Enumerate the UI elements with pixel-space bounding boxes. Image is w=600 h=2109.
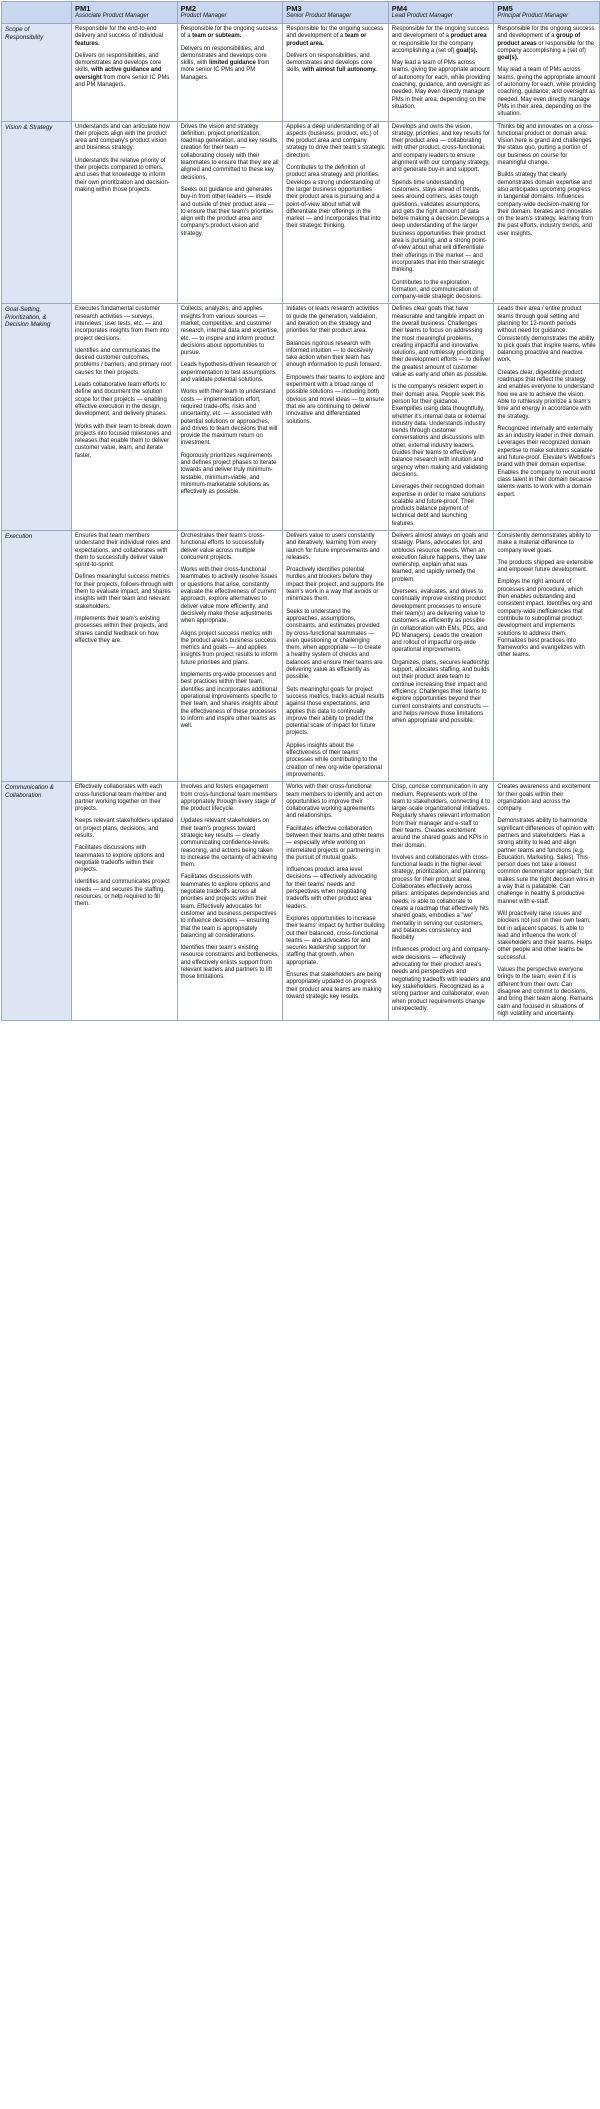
- cell-paragraph: [392, 855, 491, 943]
- cell-paragraph: [392, 60, 491, 111]
- row-label: Vision & Strategy: [2, 121, 72, 304]
- text-run: Employs the right amount of processes and procedure, which then enables outstanding and consistent impact. Identifies org and company-wide inefficiencies that contribute to suboptimal product development and implements solutions to address them. Formalizes best practices into frameworks and evangelizes with other teams.: [497, 579, 593, 659]
- cell-paragraph: [392, 280, 491, 302]
- emphasis-text: group of product areas: [497, 33, 581, 47]
- level-code: PM1: [75, 4, 91, 13]
- cell-paragraph: [181, 945, 280, 981]
- cell: [177, 121, 283, 304]
- cell-paragraph: [75, 574, 174, 610]
- row-label: Execution: [2, 531, 72, 782]
- cell-paragraph: [392, 784, 491, 850]
- cell-paragraph: [181, 567, 280, 625]
- text-run: Delivers on responsibilities, and demonstrates and develops core skills, with: [180, 45, 267, 67]
- cell: [494, 531, 600, 782]
- cell-paragraph: [181, 874, 280, 940]
- emphasis-text: with almost full autonomy.: [302, 67, 377, 74]
- level-code: PM4: [391, 4, 408, 13]
- text-run: Updates relevant stakeholders on their team's progress toward strategic key results — clearly communicating confidence-levels, reasoning, and actions being taken to increase the certainty of achieving them.: [180, 818, 277, 869]
- text-run: Involves and fosters engagement from cross-functional team members appropriately through every stage of the product lifecycle.: [180, 784, 277, 813]
- cell-paragraph: [181, 46, 280, 82]
- level-header-pm5: [494, 2, 600, 24]
- cell-paragraph: [497, 426, 596, 499]
- cell-paragraph: [392, 26, 491, 55]
- row-goal-setting: [2, 304, 600, 531]
- cell-paragraph: [392, 180, 491, 275]
- cell-paragraph: [75, 306, 174, 342]
- emphasis-text: goal(s).: [456, 47, 478, 54]
- level-header-pm1: [72, 2, 178, 24]
- text-run: Empowers their teams to explore and experiment with a broad range of possible solutions — including both obvious and novel ideas — to ensure that we are continuing to deliver innovative and differentiated solutions.: [286, 374, 385, 425]
- emphasis-text: goal(s).: [497, 55, 519, 62]
- text-run: Responsible for the ongoing success of a: [180, 26, 278, 40]
- cell: [72, 304, 178, 531]
- text-run: Builds strategy that clearly demonstrates domain expertise and also anticipates upcoming progress in tangential domains. Influences company-wide decision-making for their domain. Iterates and innovates on the team's strategy, learning from the past efforts, industry trends, and user insights.: [497, 172, 594, 237]
- text-run: May lead a team of PMs across teams, giving the appropriate amount of autonomy for each, while providing coaching, guidance, and oversight as needed. May even directly manage PMs in their area, depending on the situation.: [497, 67, 596, 118]
- cell-paragraph: [286, 784, 385, 820]
- cell-paragraph: [497, 818, 596, 906]
- cell: [283, 24, 389, 122]
- text-run: Is the company's resident expert in their domain area. People seek this person for their guidance. Exemplifies using data thoughtfully, whether it's internal data or external industry data. Understands industry trends through customer conversations and discussions with other, external industry leaders. Guides their teams to effectively balance research with intuition and urgency when making and validating decisions.: [391, 384, 488, 478]
- text-run: Works with their team to understand costs — implementation effort, required trade-offs, risks and uncertainty, etc. — associated with potential solutions or approaches, and drives to team decisions that will provide the maximum return on investment.: [180, 389, 278, 447]
- text-run: Responsible for the end-to-end delivery and success of individual: [75, 26, 164, 40]
- cell-paragraph: [75, 879, 174, 908]
- level-code: PM3: [286, 4, 302, 13]
- cell-paragraph: [75, 348, 174, 377]
- cell-paragraph: [181, 124, 280, 182]
- text-run: Understands and can articulate how their projects align with the product area and company's product vision and business strategy.: [75, 123, 170, 152]
- cell: [283, 121, 389, 304]
- cell: [283, 531, 389, 782]
- text-run: Proactively identifies potential hurdles and blockers before they impact their project, and supports the team's work in a way that avoids or minimizes them.: [286, 567, 384, 603]
- cell: [177, 531, 283, 782]
- text-run: Values the perspective everyone brings to the team, even if it is different from their own. Can disagree and commit to decisions, and bring their team along. Remains calm and focused in situations of high volatility and uncertainty.: [497, 967, 594, 1017]
- row-label: Communication & Collaboration: [2, 782, 72, 1021]
- cell: [72, 24, 178, 122]
- text-run: Rigorously prioritizes requirements and defines project phases to iterate towards and deliver truly minimum-testable, minimum-viable, and minimum-marketable solutions as effectively as possible.: [180, 452, 277, 496]
- text-run: Seeks to understand the approaches, assumptions, constraints, and estimates provided by cross-functional teammates — even questioning or challenging them, when appropriate — to create a healthy system of checks and balances and ensure their teams are delivering value as efficiently as possible.: [286, 608, 383, 681]
- text-run: Executes fundamental customer research activities — surveys, interviews, user tests, etc. — and incorporates insights from them into project decisions.: [75, 306, 170, 342]
- cell-paragraph: [181, 784, 280, 813]
- row-vision-strategy: [2, 121, 600, 304]
- text-run: Ensures that stakeholders are being appropriately updated on progress their product area teams are making toward strategic key results.: [286, 972, 382, 1000]
- text-run: Leads their area / entire product teams through goal setting and planning for 12-month periods without need for guidance. Consistently demonstrates the ability to pick goals that inspire teams, while balancing proactive and reactive work.: [497, 306, 596, 364]
- text-run: from more senior IC PMs and PM Managers.: [180, 60, 270, 81]
- text-run: Responsible for the ongoing success and development of a: [497, 26, 595, 40]
- cell-paragraph: [286, 26, 385, 48]
- text-run: Contributes to the definition of product area strategy and priorities. Develops a strong understanding of the larger business opportunities their product area is pursuing and a point-of-view about what will differentiate their offerings in the market — and incorporates that into their strategic thinking.: [286, 165, 381, 230]
- cell-paragraph: [75, 533, 174, 569]
- header-row: [2, 2, 600, 24]
- cell-paragraph: [286, 165, 385, 231]
- level-code: PM5: [497, 4, 513, 13]
- cell-paragraph: [181, 362, 280, 384]
- cell-paragraph: [286, 916, 385, 967]
- cell-paragraph: [392, 484, 491, 528]
- text-run: Effectively collaborates with each cross-functional team member and partner working together on their projects.: [75, 784, 167, 813]
- level-header-pm3: [283, 2, 389, 24]
- level-title: Lead Product Manager: [391, 13, 453, 19]
- cell-paragraph: [286, 375, 385, 426]
- cell-paragraph: [286, 867, 385, 911]
- text-run: Delivers almost always on goals and strategy. Plans, advocates for, and unblocks resource needs. When an execution failure happens, they take ownership, explain what was learned, and rapidly remedy the problem.: [391, 533, 488, 583]
- text-run: Ensures that team members understand their individual roles and expectations, and collaborates with them to successfully deliver value sprint-to-sprint.: [75, 533, 171, 569]
- level-title: Principal Product Manager: [497, 13, 569, 19]
- cell-paragraph: [75, 26, 174, 48]
- cell-paragraph: [181, 187, 280, 238]
- cell-paragraph: [286, 609, 385, 682]
- cell-paragraph: [497, 370, 596, 421]
- cell-paragraph: [75, 616, 174, 645]
- cell-paragraph: [75, 124, 174, 153]
- cell-paragraph: [497, 579, 596, 659]
- text-run: Responsible for the ongoing success and development of a: [391, 26, 489, 40]
- level-header-pm2: [177, 2, 283, 24]
- cell-paragraph: [181, 818, 280, 869]
- cell-paragraph: [392, 533, 491, 584]
- cell-paragraph: [286, 53, 385, 75]
- text-run: Will proactively raise issues and blockers not just on their own team, but in adjacent spaces. Is able to lead and influence the work of stakeholders and their teams. Helps other people and other teams be successful.: [497, 910, 593, 961]
- cell: [388, 121, 494, 304]
- cell: [388, 304, 494, 531]
- emphasis-text: team or product area.: [286, 33, 367, 47]
- cell-paragraph: [286, 306, 385, 335]
- cell-paragraph: [75, 382, 174, 418]
- text-run: Identifies their team's existing resource constraints and bottlenecks, and effectively enlists support from relevant leaders and partners to lift those limitations.: [180, 945, 279, 981]
- text-run: Consistently demonstrates ability to make a material difference to company level goals.: [497, 533, 591, 554]
- cell-paragraph: [497, 784, 596, 813]
- cell-paragraph: [75, 818, 174, 840]
- cell-paragraph: [497, 967, 596, 1018]
- cell-paragraph: [75, 424, 174, 460]
- cell-paragraph: [497, 533, 596, 555]
- cell: [494, 24, 600, 122]
- level-title: Senior Product Manager: [286, 13, 352, 19]
- cell-paragraph: [181, 672, 280, 730]
- text-run: Explores opportunities to increase their teams' impact by further building out their balanced, cross-functional teams — and advocates for and secures leadership support for staffing that growth, when appropriate.: [286, 915, 385, 966]
- cell-paragraph: [392, 660, 491, 726]
- cell-paragraph: [286, 124, 385, 160]
- emphasis-text: limited guidance: [208, 60, 256, 67]
- row-scope-of-responsibility: [2, 24, 600, 122]
- text-run: Leads hypothesis-driven research or experimentation to test assumptions and validate potential solutions.: [180, 362, 277, 384]
- text-run: Influences product area level decisions — effectively advocating for their teams' needs and perspectives when negotiating tradeoffs with other product area leaders.: [286, 867, 377, 910]
- text-run: or responsible for the company accomplishing a (set of): [391, 40, 474, 54]
- text-run: Oversees, evaluates, and drives to continually improve existing product development processes to ensure their team(s) are delivering value to customers as efficiently as possible (in collaboration with EMs, PDs, and PD Managers). Leads the creation and rollout of impactful org-wide operational improvements.: [391, 589, 488, 654]
- cell-paragraph: [497, 172, 596, 238]
- text-run: Creates clear, digestible product roadmaps that reflect the strategy and enables everyone to understand how we are to achieve the vision. Able to ruthlessly prioritize a team's time and energy in accordance with the strategy.: [497, 369, 594, 420]
- text-run: from more senior IC PMs and PM Managers.: [75, 74, 170, 89]
- text-run: Orchestrates their team's cross-functional efforts to successfully deliver value across multiple concurrent projects.: [180, 533, 265, 561]
- cell-paragraph: [392, 306, 491, 379]
- text-run: Leverages their recognized domain expertise in order to make solutions scalable and future-proof. Their products balance payment of technical debt and launching features.: [391, 484, 486, 527]
- text-run: Understands the relative priority of their projects compared to others, and uses that knowledge to inform their own prioritization and decision-making within those projects.: [75, 157, 170, 193]
- level-header-pm4: [388, 2, 494, 24]
- cell-paragraph: [75, 784, 174, 813]
- level-title: Associate Product Manager: [75, 13, 149, 19]
- text-run: Implements org-wide processes and best practices within their team, identifies and incorporates additional operational improvements specific to their team, and shares insights about the effectiveness of these processes to inform and inspire other teams as well.: [180, 672, 278, 730]
- text-run: Crisp, concise communication in any medium. Represents work of the team to stakeholders, connecting it to larger-scale organizational initiatives. Regularly shares relevant information from their manager and e-staff to their teams. Creates excitement around the shared goals and KPIs in their domain.: [391, 784, 491, 849]
- cell: [283, 304, 389, 531]
- cell-paragraph: [286, 567, 385, 603]
- cell: [494, 304, 600, 531]
- text-run: Spends time understanding customers, stays ahead of trends, sees around corners, asks tough questions, validates assumptions, and gets the right amount of data before making a decision.Develops a deep understanding of the larger business opportunities their product area is pursuing, and a strong point-of-view about what will differentiate their offerings in the market — and incorporates that into their strategic thinking.: [391, 179, 490, 274]
- row-label: Goal-Setting, Prioritization, & Decision Making: [2, 304, 72, 531]
- cell-paragraph: [181, 631, 280, 667]
- row-execution: [2, 531, 600, 782]
- text-run: Drives the vision and strategy definition, project prioritization, roadmap generation, and key results creation for their team — collaborating closely with their teammates to ensure that they are all aligned and committed to these key decisions.: [180, 123, 279, 181]
- text-run: Applies a deep understanding of all aspects (business, product, etc.) of the product area and company strategy to drive their team's strategic direction.: [286, 123, 385, 159]
- text-run: Applies insights about the effectiveness of their teams' processes while contributing to the creation of new org-wide operational improvements.: [286, 742, 382, 778]
- row-label: Scope of Responsibility: [2, 24, 72, 122]
- text-run: Sets meaningful goals for project success metrics, tracks actual results against those expectations, and applies this data to continually improve their ability to predict the potential scale of impact for future projects.: [286, 686, 385, 737]
- cell-paragraph: [497, 560, 596, 575]
- text-run: Collects, analyzes, and applies insights from various sources — market, competitive, and customer research, internal data and expertise, etc. — to inspire and inform product decisions about opportunities to pursue.: [180, 306, 279, 357]
- cell-paragraph: [286, 743, 385, 779]
- cell: [72, 531, 178, 782]
- text-run: Seeks out guidance and generates buy-in from other leaders — inside and outside of their product area — to ensure that their team's priorities align with the product area and company's product vision and strategy.: [180, 186, 274, 237]
- text-run: Facilitates discussions with teammates to explore options and negotiate tradeoffs across all priorities and projects within their team. Effectively advocates for customer and business perspectives to influence decisions — ensuring that the team is appropriately balancing all considerations.: [180, 874, 277, 939]
- row-communication-collaboration: [2, 782, 600, 1021]
- text-run: Works with their cross-functional team members to identify and act on opportunities to improve their collaborative working agreements and relationships.: [286, 784, 383, 820]
- cell: [388, 531, 494, 782]
- text-run: Recognized internally and externally as an industry leader in their domain. Leverages their recognized domain expertise to make solutions scalable and future-proof. Elevate's Webflow's brand with their domain expertise. Enables the company to recruit world class talent in their domain because talents wants to work with a domain expert.: [497, 425, 596, 498]
- text-run: Works with their cross-functional teammates to actively resolve issues or questions that arise, constantly evaluate the effectiveness of current approach, explore alternatives to deliver value more efficiently, and decisively make those adjustments when appropriate.: [180, 567, 278, 625]
- cell-paragraph: [181, 306, 280, 357]
- cell: [388, 24, 494, 122]
- text-run: Involves and collaborates with cross-functional leads in the higher-level strategy, prioritization, and planning process for their product area. Collaborates effectively across pillars: anticipates dependencies and needs, is able to collaborate to create a roadmap that effectively hits shared goals, embodies a "we" mentality in serving our customers, and balances consistency and flexibility: [391, 854, 490, 942]
- cell-paragraph: [392, 124, 491, 175]
- cell-paragraph: [392, 384, 491, 479]
- corner-cell: [2, 2, 72, 24]
- cell: [177, 782, 283, 1021]
- text-run: Delivers value to users constantly and iteratively, learning from every launch for future improvements and releases.: [286, 533, 380, 561]
- cell: [494, 121, 600, 304]
- text-run: Creates awareness and excitement for their goals within their organization and across the company.: [497, 784, 591, 813]
- cell-paragraph: [286, 972, 385, 1001]
- text-run: Organizes, plans, secures leadership support, allocates staffing, and builds out their product area team to continue increasing their impact and efficiency. Challenges their teams to explore opportunities beyond their current constraints and constructs — and helps remove those limitations when appropriate and possible.: [391, 659, 490, 725]
- text-run: or responsible for the company accomplishing a (set of): [497, 40, 595, 54]
- text-run: Delivers on responsibilities, and demonstrates and develops core skills,: [75, 52, 162, 74]
- text-run: Balances rigorous research with informed intuition — to decisively take action when their team has enough information to push forward.: [286, 340, 382, 369]
- cell: [388, 782, 494, 1021]
- cell: [177, 24, 283, 122]
- cell-paragraph: [497, 911, 596, 962]
- text-run: The products shipped are extensible and empower future development.: [497, 559, 594, 574]
- cell: [177, 304, 283, 531]
- text-run: Defines meaningful success metrics for their projects, follows-through with them to evaluate impact, and shares insights with their team and relevant stakeholders.: [75, 574, 174, 610]
- level-code: PM2: [180, 4, 197, 13]
- text-run: Develops and owns the vision, strategy, priorities, and key results for their product area — collaborating with other product, cross-functional, and company leaders to ensure alignment with our company strategy, and generate buy-in and support.: [391, 123, 491, 174]
- text-run: Leads collaborative team efforts to define and document the solution scope for their projects — enabling effective execution in the design, development, and delivery phases.: [75, 382, 167, 418]
- pm-career-ladder-table: [1, 1, 600, 1021]
- cell-paragraph: [392, 589, 491, 655]
- text-run: Contributes to the exploration, formation, and communication of company-wide strategic decisions.: [391, 279, 483, 301]
- level-title: Product Manager: [180, 13, 227, 19]
- cell-paragraph: [181, 533, 280, 562]
- emphasis-text: features.: [75, 40, 100, 47]
- text-run: Thinks big and innovates on a cross-functional product or domain area. Vision here is grand and challenges the status quo, putting a portion of our business on course for meaningful change.: [497, 123, 595, 167]
- text-run: Implements their team's existing processes within their projects, and shares candid feedback on how effective they are.: [75, 615, 168, 644]
- cell-paragraph: [181, 26, 280, 41]
- cell-paragraph: [181, 389, 280, 447]
- cell: [72, 121, 178, 304]
- text-run: Demonstrates ability to harmonize significant differences of opinion with partners and stakeholders. Has a strong ability to lead and align partner teams and functions (e.g. Education, Marketing, Sales). This person does not take a lowest common denominator approach, but makes sure the right decision wins in a way that is palatable. Can challenge in healthy & productive manner with e-staff.: [497, 818, 595, 905]
- cell-paragraph: [497, 124, 596, 168]
- text-run: Keeps relevant stakeholders updated on project plans, decisions, and results.: [75, 818, 174, 839]
- text-run: May lead a team of PMs across teams, giving the appropriate amount of autonomy for each, while providing coaching, guidance, and oversight as needed. May even directly manage PMs in their area, depending on the situation.: [391, 60, 491, 110]
- cell-paragraph: [286, 687, 385, 738]
- emphasis-text: team or subteam.: [192, 33, 242, 40]
- cell-paragraph: [286, 341, 385, 370]
- cell-paragraph: [286, 826, 385, 862]
- text-run: Initiates or leads research activities to guide the generation, validation, and iteration on the strategy and priorities for their product area.: [286, 306, 379, 335]
- cell-paragraph: [286, 533, 385, 562]
- emphasis-text: with active guidance and oversight: [75, 67, 162, 81]
- emphasis-text: product area: [450, 33, 487, 40]
- text-run: Identifies and communicates project needs — and secures the staffing, resources, or help required to fill them.: [75, 879, 170, 908]
- cell: [494, 782, 600, 1021]
- text-run: Facilitates discussions with teammates to explore options and negotiate tradeoffs within their projects.: [75, 845, 165, 874]
- cell-paragraph: [75, 845, 174, 874]
- text-run: Delivers on responsibilities, and demonstrates and develops core skills,: [286, 52, 373, 74]
- cell-paragraph: [497, 26, 596, 62]
- cell-paragraph: [181, 453, 280, 497]
- text-run: Aligns project success metrics with the product area's business success metrics and goals — and applies insights from project results to inform future priorities and plans.: [180, 630, 278, 666]
- cell-paragraph: [75, 158, 174, 194]
- text-run: Facilitates effective collaboration between their teams and other teams — especially while working on interrelated projects or partnering in the pursuit of mutual goals.: [286, 825, 385, 861]
- cell-paragraph: [497, 306, 596, 364]
- cell: [283, 782, 389, 1021]
- text-run: Influences product org and company-wide decisions — effectively advocating for their product area's needs and perspectives and negotiating tradeoffs with leaders and key stakeholders. Recognized as a strong partner and collaborator, even when product requirements change unexpectedly.: [391, 947, 491, 1012]
- text-run: Works with their team to break down projects into focused milestones and releases that enable them to deliver customer value, learn, and iterate faster.: [75, 423, 172, 459]
- text-run: Identifies and communicates the desired customer outcomes, problems / barriers, and primary root causes for their projects.: [75, 347, 172, 376]
- cell-paragraph: [392, 947, 491, 1013]
- cell: [72, 782, 178, 1021]
- text-run: Defines clear goals that have measurable and tangible impact on the overall business. Challenges their teams to focus on addressing the most meaningful problems, creating impactful and innovative solutions, and ruthlessly prioritizing their development efforts — to deliver the greatest amount of customer value as early and often as possible.: [391, 306, 491, 379]
- cell-paragraph: [497, 67, 596, 118]
- cell-paragraph: [75, 53, 174, 89]
- text-run: Responsible for the ongoing success and development of a: [286, 26, 384, 40]
